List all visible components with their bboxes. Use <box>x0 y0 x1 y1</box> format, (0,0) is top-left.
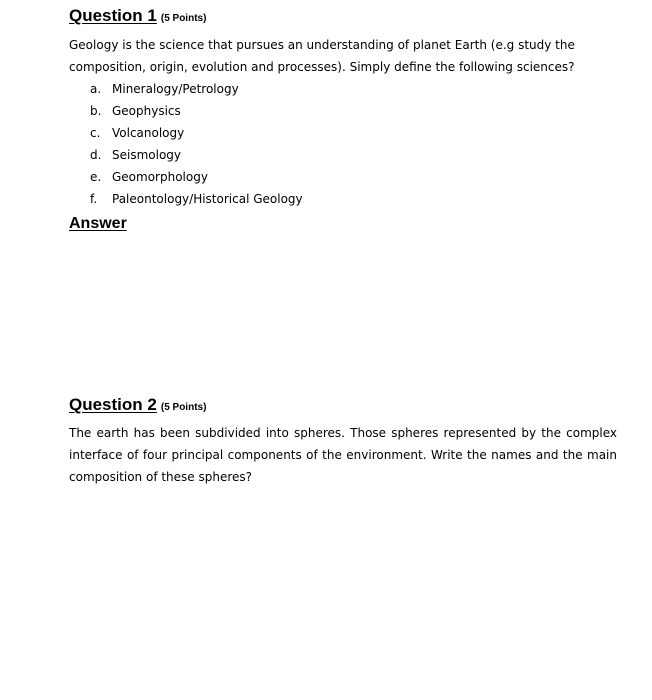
list-item-text: Seismology <box>112 148 182 162</box>
list-item-text: Geophysics <box>112 104 181 118</box>
list-item <box>90 122 303 144</box>
question-2-points: (5 Points) <box>160 402 207 413</box>
question-1-points: (5 Points) <box>160 13 207 24</box>
question-1-subitems <box>90 78 303 210</box>
list-item-text: Geomorphology <box>112 170 208 184</box>
list-item <box>90 188 303 210</box>
question-2-prompt: The earth has been subdivided into spheres. Those spheres represented by the complex interface of four principal components of the environment. Write the names and the main composition of these spheres? <box>69 426 617 484</box>
list-item-letter: d. <box>90 148 102 162</box>
list-item-letter: b. <box>90 104 102 118</box>
question-1-prompt: Geology is the science that pursues an understanding of planet Earth (e.g study the composition, origin, evolution and processes). Simply define the following sciences? <box>69 38 575 74</box>
list-item <box>90 100 303 122</box>
list-item-letter: a. <box>90 82 102 96</box>
list-item <box>90 144 303 166</box>
list-item <box>90 166 303 188</box>
list-item <box>90 78 303 100</box>
question-1-heading <box>69 6 206 26</box>
list-item-text: Volcanology <box>112 126 185 140</box>
answer-heading: Answer <box>69 215 127 232</box>
list-item-letter: f. <box>90 192 98 206</box>
list-item-text: Paleontology/Historical Geology <box>112 192 303 206</box>
question-2-title: Question 2 <box>69 395 157 414</box>
list-item-letter: c. <box>90 126 101 140</box>
question-1-title: Question 1 <box>69 6 157 25</box>
question-2-heading <box>69 395 206 415</box>
list-item-text: Mineralogy/Petrology <box>112 82 239 96</box>
list-item-letter: e. <box>90 170 102 184</box>
